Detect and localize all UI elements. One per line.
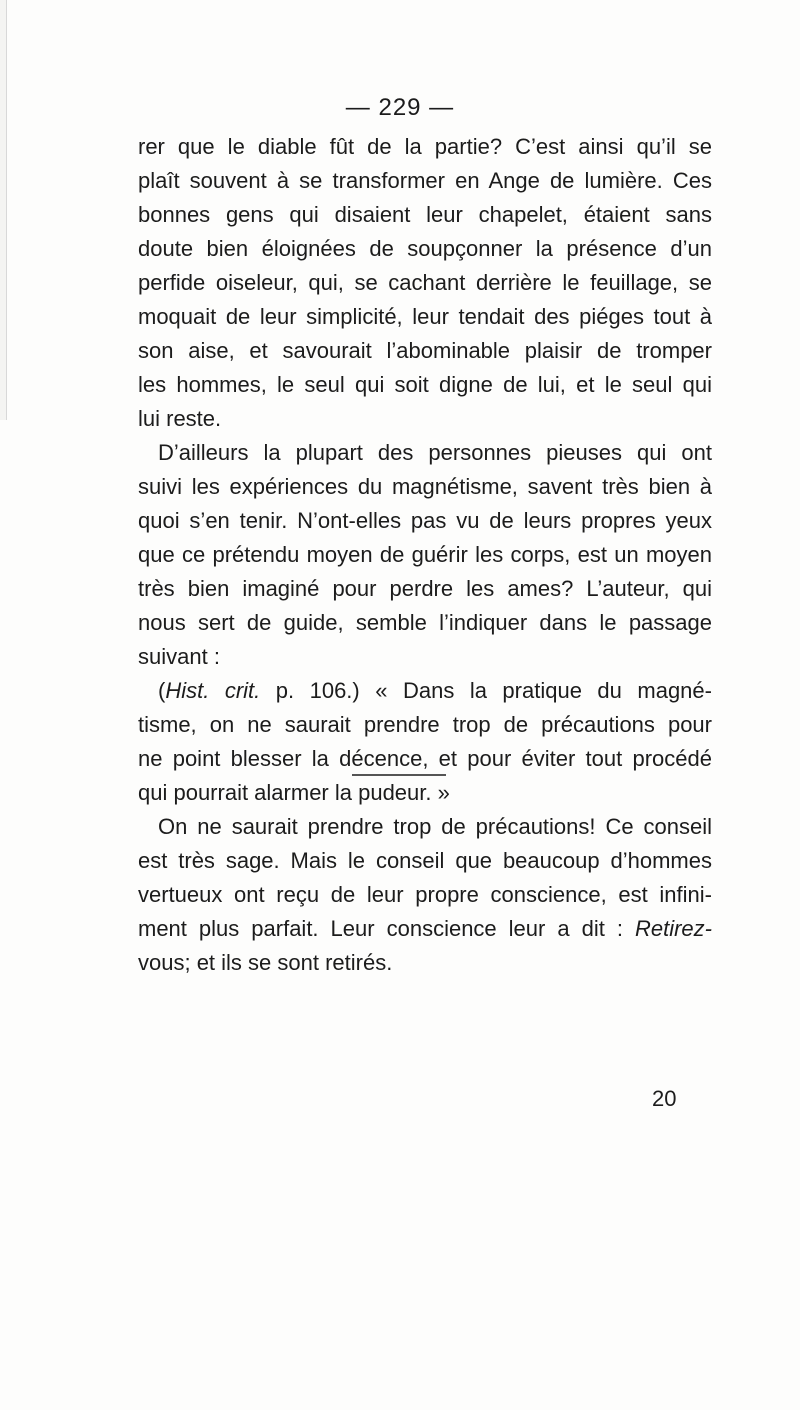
text-line: vertueux ont reçu de leur propre conscience, est infini- [138, 882, 712, 907]
page-binding-edge [0, 0, 7, 420]
text-line: suivant : [138, 644, 220, 669]
body-text [138, 130, 712, 980]
text-line: quoi s’en tenir. N’ont-elles pas vu de leurs propres yeux [138, 508, 712, 533]
text-line: moquait de leur simplicité, leur tendait des piéges tout à [138, 304, 712, 329]
text-line: très bien imaginé pour perdre les ames? L’auteur, qui [138, 576, 712, 601]
final-line-italic: Retirez- [634, 916, 712, 941]
text-line: doute bien éloignées de soupçonner la présence d’un [138, 236, 712, 261]
text-line: ne point blesser la décence, et pour éviter tout procédé [138, 746, 712, 771]
text-line: nous sert de guide, semble l’indiquer dans le passage [138, 610, 712, 635]
text-line [138, 912, 712, 946]
text-line: que ce prétendu moyen de guérir les corps, est un moyen [138, 542, 712, 567]
final-line-start: ment plus parfait. Leur conscience leur a dit : [138, 916, 635, 941]
signature-mark: 20 [652, 1086, 677, 1111]
page-number-header: — 229 — [345, 94, 455, 121]
text-line: son aise, et savourait l’abominable plaisir de tromper [138, 338, 712, 363]
text-line: qui pourrait alarmer la pudeur. » [138, 780, 450, 805]
citation-reference: p. 106.) « Dans la pratique du magné- [260, 678, 712, 703]
text-line: rer que le diable fût de la partie? C’est ainsi qu’il se [138, 134, 712, 159]
text-line: les hommes, le seul qui soit digne de lui, et le seul qui [138, 372, 712, 397]
citation-source: Hist. crit. [165, 678, 261, 703]
text-line: suivi les expériences du magnétisme, savent très bien à [138, 474, 712, 499]
section-divider [352, 774, 446, 776]
text-line: bonnes gens qui disaient leur chapelet, étaient sans [138, 202, 712, 227]
paragraph-start: D’ailleurs la plupart des personnes pieuses qui ont [158, 440, 712, 465]
citation-open: ( [158, 678, 166, 703]
text-line: plaît souvent à se transformer en Ange de lumière. Ces [138, 168, 712, 193]
text-line: perfide oiseleur, qui, se cachant derrière le feuillage, se [138, 270, 712, 295]
italic-closing-line: vous; et ils se sont retirés. [138, 950, 393, 975]
citation-line [138, 674, 712, 708]
text-line: est très sage. Mais le conseil que beaucoup d’hommes [138, 848, 712, 873]
paragraph-start: On ne saurait prendre trop de précautions! Ce conseil [158, 814, 712, 839]
text-line: tisme, on ne saurait prendre trop de précautions pour [138, 712, 712, 737]
text-line: lui reste. [138, 406, 222, 431]
